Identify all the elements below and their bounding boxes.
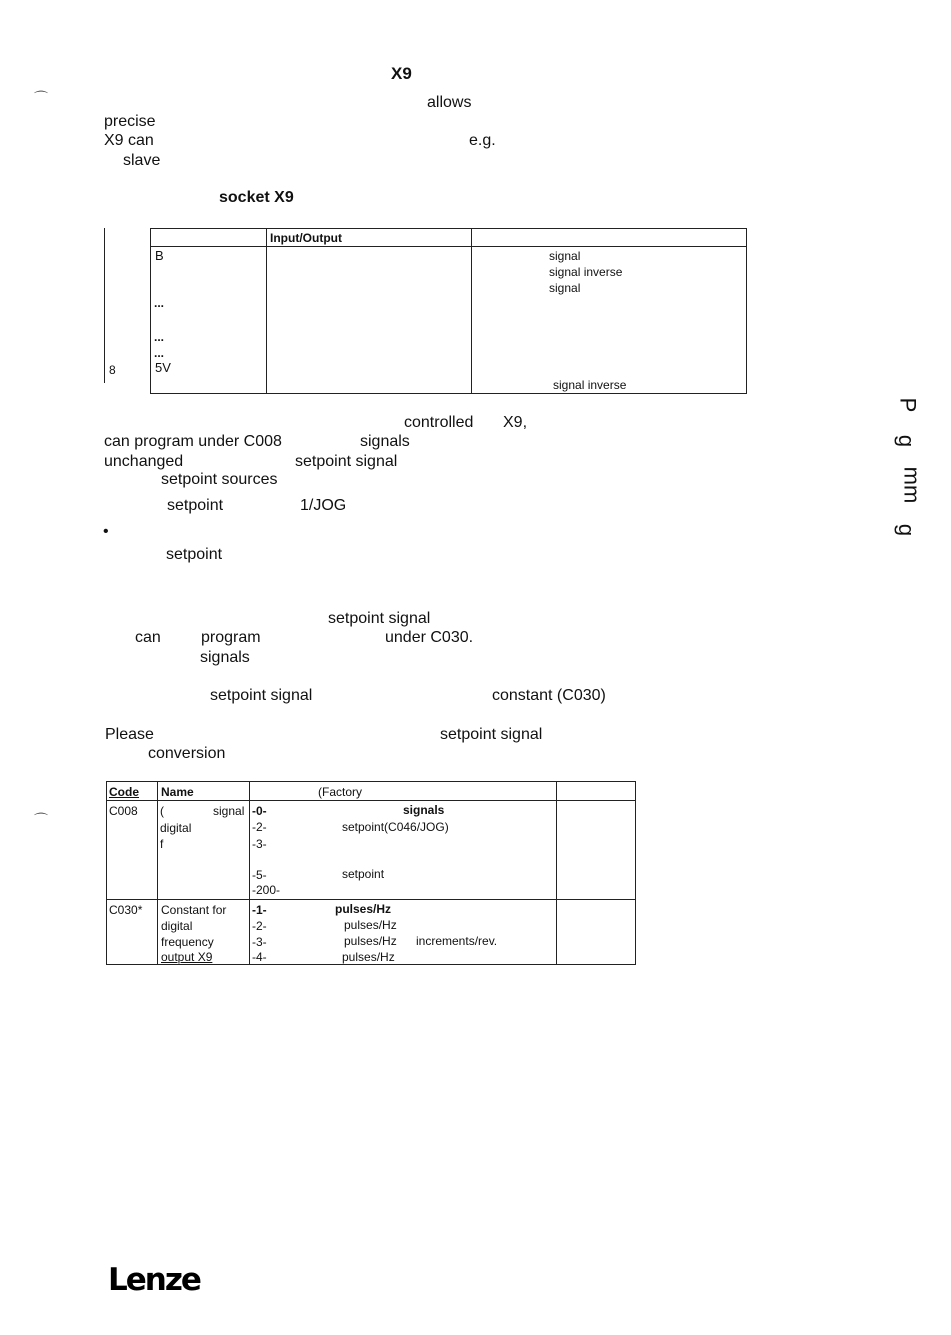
margin-mark-middle: ⌒ (34, 812, 48, 828)
c008-option-text-0: signals (403, 803, 445, 817)
c030-option-num-4: -4- (252, 950, 267, 964)
c030-option-text-2: pulses/Hz (344, 918, 397, 932)
c030-code: C030* (109, 903, 143, 917)
para1-signals: signals (360, 433, 410, 450)
c030-option-num-2: -2- (252, 919, 267, 933)
c030-name-line-2: digital (161, 919, 193, 933)
side-text-p: P (895, 397, 921, 413)
pin-table-name-6: ... (154, 346, 165, 360)
pin-table-signal-3: signal (549, 281, 581, 295)
pin-table-signal-1: signal (549, 249, 581, 263)
intro-slave: slave (123, 152, 161, 169)
code-table-header-factory: (Factory (318, 785, 363, 799)
pin-table-name-4: ... (154, 296, 165, 310)
socket-heading: socket X9 (219, 189, 294, 206)
c030-option-extra-3: increments/rev. (416, 934, 498, 948)
c030-option-text-4: pulses/Hz (342, 950, 395, 964)
c030-name-line-4: output X9 (161, 950, 213, 964)
pin-table-name-5: ... (154, 330, 165, 344)
para1-controlled: controlled (404, 414, 474, 431)
code-table-header-name: Name (161, 785, 194, 799)
c030-option-text-1: pulses/Hz (335, 902, 392, 916)
intro-x9can: X9 can (104, 132, 154, 149)
c030-option-num-1: -1- (252, 903, 267, 917)
para1-setpoint: setpoint (167, 497, 224, 514)
pin-table-name-7: 5V (155, 360, 171, 375)
para2-can: can (135, 629, 161, 646)
c030-option-text-3: pulses/Hz (344, 934, 397, 948)
c008-name-line-2: digital (160, 821, 192, 835)
side-text-g1: g (894, 434, 920, 448)
para1-bullet: • (103, 523, 109, 540)
para2-signals: signals (200, 649, 250, 666)
intro-precise: precise (104, 113, 156, 130)
c030-option-num-3: -3- (252, 935, 267, 949)
c008-option-text-2: setpoint(C046/JOG) (342, 820, 449, 834)
para3-please: Please (105, 726, 154, 743)
c008-code: C008 (109, 804, 138, 818)
para3-conversion: conversion (148, 745, 226, 762)
pin-table-signal-8: signal inverse (553, 378, 627, 392)
para1-setpoint-sources: setpoint sources (161, 471, 278, 488)
margin-mark-top: ⌒ (34, 90, 48, 106)
para1-x9: X9, (503, 414, 528, 431)
section-heading-x9: X9 (391, 64, 412, 83)
para2-constant: constant (C030) (492, 687, 606, 704)
side-text-g2: g (894, 523, 920, 537)
para1-setpoint-2: setpoint (166, 546, 223, 563)
para2-setpoint-signal: setpoint signal (328, 610, 431, 627)
c008-option-num-5: -5- (252, 868, 267, 882)
para1-setpoint-signal: setpoint signal (295, 453, 398, 470)
c030-name-line-3: frequency (161, 935, 214, 949)
pin-table-name-1: B (155, 248, 164, 263)
c008-option-num-3: -3- (252, 837, 267, 851)
c008-option-num-200: -200- (252, 883, 281, 897)
para1-unchanged: unchanged (104, 453, 184, 470)
para2-program: program (201, 629, 261, 646)
pin-table-signal-2: signal inverse (549, 265, 623, 279)
c030-name-line-1: Constant for (161, 903, 227, 917)
intro-eg: e.g. (469, 132, 496, 149)
pin-table-pin-8: 8 (109, 363, 116, 377)
para3-setpoint-signal: setpoint signal (440, 726, 543, 743)
intro-allows: allows (427, 94, 472, 111)
c008-name-line-3: f (160, 837, 164, 851)
c008-option-num-0: -0- (252, 804, 267, 818)
para1-can-program: can program under C008 (104, 433, 282, 450)
para2-setpoint-signal-2: setpoint signal (210, 687, 313, 704)
c008-name-line-1: ( (160, 804, 164, 818)
c008-option-text-5: setpoint (342, 867, 385, 881)
c008-option-num-2: -2- (252, 820, 267, 834)
para2-under: under C030. (385, 629, 474, 646)
side-text-mm: mm (899, 466, 925, 504)
pin-table-header-io: Input/Output (270, 231, 342, 245)
c008-signal-word: signal (213, 804, 245, 818)
code-table-header-code: Code (109, 785, 139, 799)
lenze-logo: Lenze (108, 1262, 200, 1298)
para1-jog: 1/JOG (300, 497, 347, 514)
